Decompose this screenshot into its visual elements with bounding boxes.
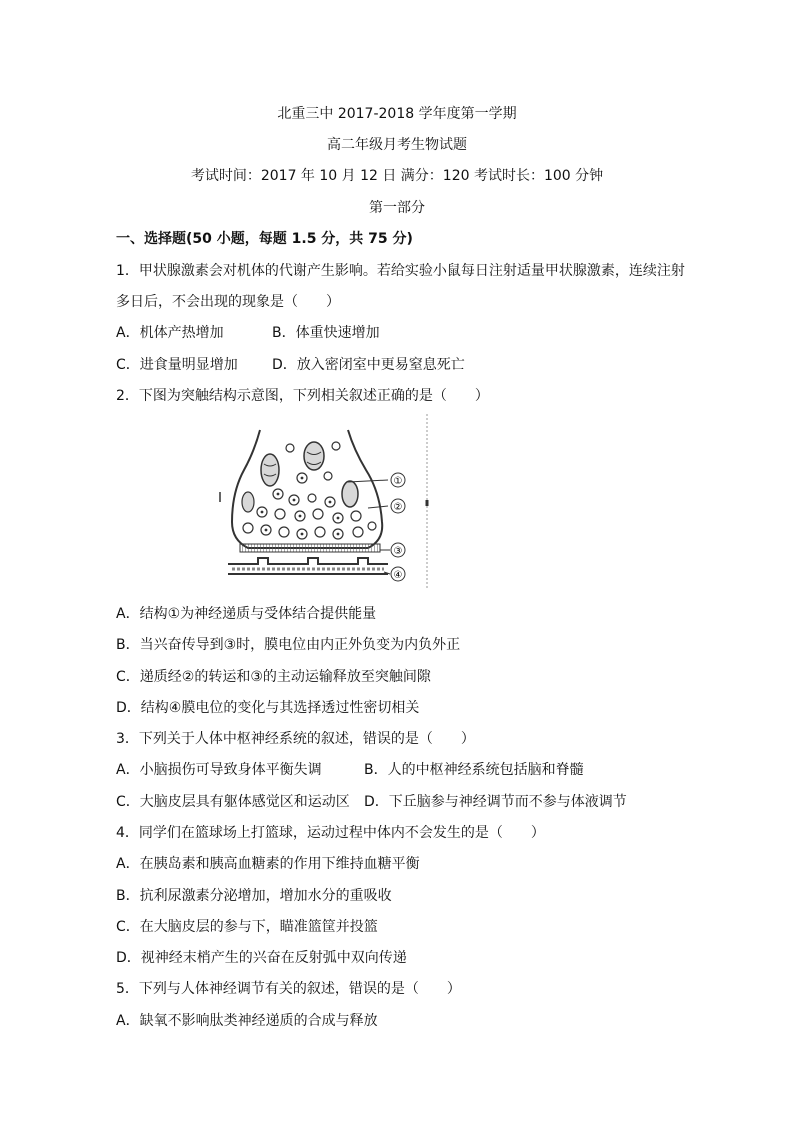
question-3-option-c: C．大脑皮层具有躯体感觉区和运动区 xyxy=(116,794,350,810)
question-1-option-c: C．进食量明显增加 xyxy=(116,357,238,373)
question-4-option-c: C．在大脑皮层的参与下，瞄准篮筐并投篮 xyxy=(116,919,378,935)
question-1-option-d: D．放入密闭室中更易窒息死亡 xyxy=(272,357,465,373)
figure-label-3: ③ xyxy=(393,546,403,557)
question-5-option-a: A．缺氧不影响肽类神经递质的合成与释放 xyxy=(116,1013,378,1029)
figure-label-2: ② xyxy=(393,502,403,513)
question-4-option-d: D．视神经末梢产生的兴奋在反射弧中双向传递 xyxy=(116,950,407,966)
question-4-option-a: A．在胰岛素和胰高血糖素的作用下维持血糖平衡 xyxy=(116,856,420,872)
question-2-stem: 2．下图为突触结构示意图，下列相关叙述正确的是（ ） xyxy=(116,388,489,404)
figure-label-1: ① xyxy=(393,476,403,487)
exam-subtitle: 高二年级月考生物试题 xyxy=(327,137,467,153)
question-4-option-b: B．抗利尿激素分泌增加，增加水分的重吸收 xyxy=(116,888,392,904)
question-3-option-b: B．人的中枢神经系统包括脑和脊髓 xyxy=(364,762,584,778)
question-3-stem: 3．下列关于人体中枢神经系统的叙述，错误的是（ ） xyxy=(116,731,475,747)
exam-info: 考试时间：2017 年 10 月 12 日 满分：120 考试时长：100 分钟 xyxy=(190,168,604,184)
question-3-option-a: A．小脑损伤可导致身体平衡失调 xyxy=(116,762,322,778)
question-3-option-d: D．下丘脑参与神经调节而不参与体液调节 xyxy=(364,794,627,810)
question-2-option-b: B．当兴奋传导到③时，膜电位由内正外负变为内负外正 xyxy=(116,637,461,653)
question-5-stem: 5．下列与人体神经调节有关的叙述，错误的是（ ） xyxy=(116,981,461,997)
section-heading: 一、选择题(50 小题，每题 1.5 分，共 75 分) xyxy=(116,231,413,247)
question-1-stem-line-1: 1．甲状腺激素会对机体的代谢产生影响。若给实验小鼠每日注射适量甲状腺激素，连续注射 xyxy=(116,263,685,279)
question-2-option-a: A．结构①为神经递质与受体结合提供能量 xyxy=(116,606,377,622)
question-2-option-c: C．递质经②的转运和③的主动运输释放至突触间隙 xyxy=(116,669,431,685)
question-4-stem: 4．同学们在篮球场上打篮球，运动过程中体内不会发生的是（ ） xyxy=(116,825,545,841)
question-1-option-b: B．体重快速增加 xyxy=(272,325,380,341)
question-2-option-d: D．结构④膜电位的变化与其选择透过性密切相关 xyxy=(116,700,420,716)
question-1-stem-line-2: 多日后，不会出现的现象是（ ） xyxy=(116,294,340,310)
synapse-diagram xyxy=(218,412,434,592)
figure-label-4: ④ xyxy=(393,570,403,581)
exam-title: 北重三中 2017-2018 学年度第一学期 xyxy=(277,106,517,122)
question-1-option-a: A．机体产热增加 xyxy=(116,325,224,341)
part-title: 第一部分 xyxy=(369,200,425,216)
synapse-illustration xyxy=(218,412,434,592)
